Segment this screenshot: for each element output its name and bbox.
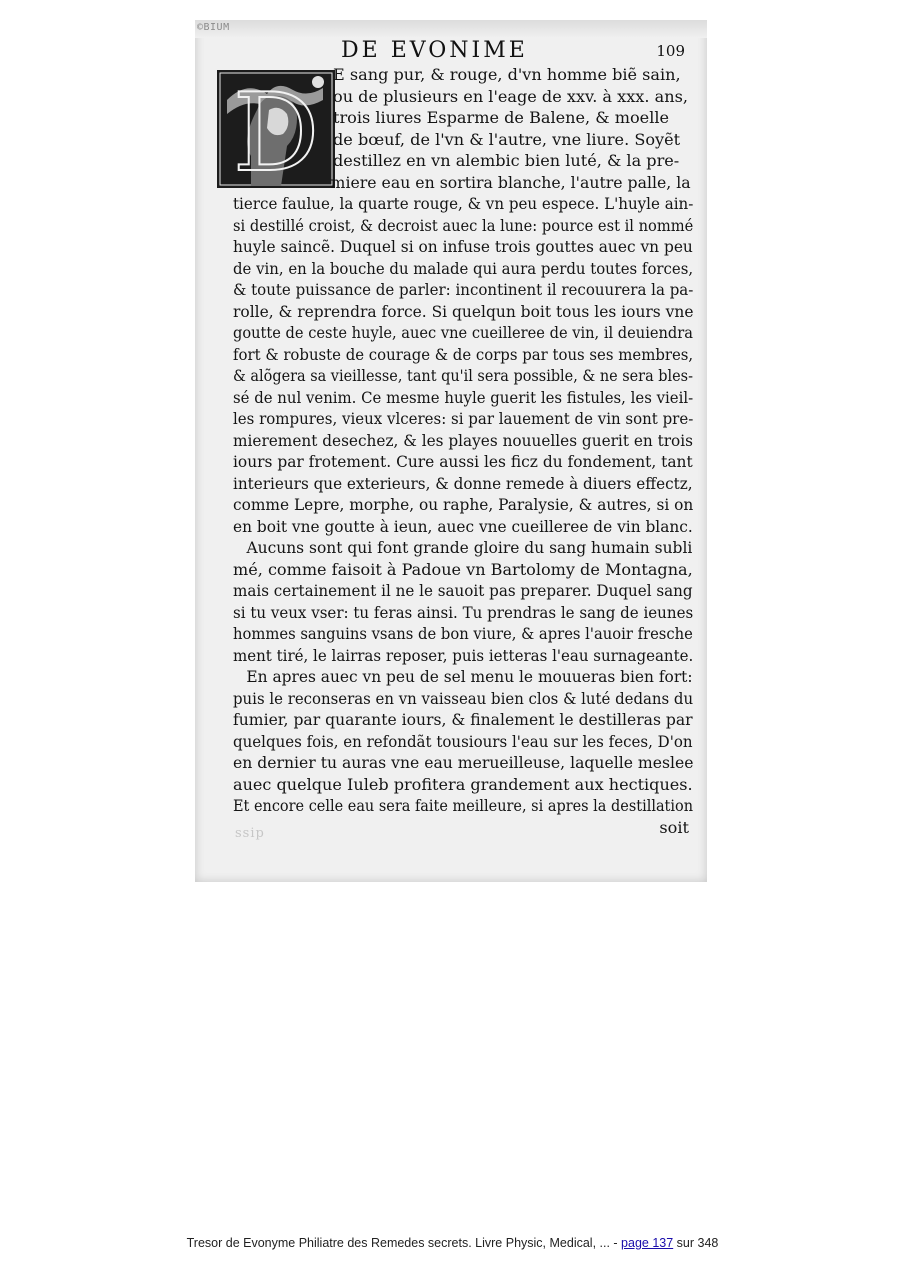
text-line: hommes sanguins vsans de bon viure, & apres l'auoir fresche bbox=[233, 624, 693, 643]
text-line: Aucuns sont qui font grande gloire du sang humain subli bbox=[246, 538, 693, 557]
text-line: interieurs que exterieurs, & donne remede à diuers effectz, bbox=[233, 473, 693, 493]
text-line: destillez en vn alembic bien luté, & la pre- bbox=[333, 151, 680, 170]
text-line: ou de plusieurs en l'eage de xxv. à xxx. ans, bbox=[333, 86, 688, 106]
footer-title: Tresor de Evonyme Philiatre des Remedes secrets. Livre Physic, Medical, ... - bbox=[186, 1236, 622, 1250]
text-line: & alõgera sa vieillesse, tant qu'il sera possible, & ne sera bles- bbox=[233, 366, 693, 385]
text-line: rolle, & reprendra force. Si quelqun boit tous les iours vne bbox=[233, 301, 694, 321]
watermark: ©BIUM bbox=[197, 22, 230, 33]
text-line: si tu veux vser: tu feras ainsi. Tu prendras le sang de ieunes bbox=[233, 602, 694, 622]
text-line: mierement desechez, & les playes nouuelles guerit en trois bbox=[233, 430, 694, 450]
bleed-through-text: ssip bbox=[235, 826, 265, 841]
text-line: mais certainement il ne le sauoit pas preparer. Duquel sang bbox=[233, 581, 693, 600]
running-title: DE EVONIME bbox=[341, 38, 528, 63]
text-line: goutte de ceste huyle, auec vne cueilleree de vin, il deuiendra bbox=[233, 323, 693, 342]
text-line: quelques fois, en refondãt tousiours l'eau sur les feces, D'on bbox=[233, 731, 693, 751]
text-line: Et encore celle eau sera faite meilleure, si apres la destillation bbox=[233, 796, 694, 815]
text-line: miere eau en sortira blanche, l'autre palle, la bbox=[330, 172, 691, 192]
text-line: & toute puissance de parler: incontinent il recouurera la pa- bbox=[233, 280, 694, 299]
text-line: auec quelque Iuleb profitera grandement aux hectiques. bbox=[233, 774, 693, 794]
initial-letter-glyph: D bbox=[232, 71, 320, 188]
text-line: iours par frotement. Cure aussi les ficz du fondement, tant bbox=[233, 452, 693, 471]
text-line: En apres auec vn peu de sel menu le mouueras bien fort: bbox=[246, 667, 693, 686]
page-body-text bbox=[233, 64, 693, 838]
text-line: sé de nul venim. Ce mesme huyle guerit les fistules, les vieil- bbox=[233, 387, 694, 407]
text-line: E sang pur, & rouge, d'vn homme biẽ sain, bbox=[333, 65, 681, 84]
text-line: de bœuf, de l'vn & l'autre, vne liure. Soyẽt bbox=[333, 129, 681, 149]
footer-page-count: sur 348 bbox=[673, 1236, 719, 1250]
text-line: ment tiré, le lairras reposer, puis ietteras l'eau surnageante. bbox=[233, 645, 694, 665]
text-line: huyle saincẽ. Duquel si on infuse trois gouttes auec vn peu bbox=[233, 237, 693, 256]
text-line: si destillé croist, & decroist auec la lune: pource est il nommé bbox=[233, 215, 694, 235]
page-link[interactable]: page 137 bbox=[621, 1236, 674, 1250]
scanned-page bbox=[195, 20, 707, 882]
text-line: tierce faulue, la quarte rouge, & vn peu espece. L'huyle ain- bbox=[233, 194, 694, 213]
scan-top-shadow bbox=[195, 20, 707, 38]
text-line: fumier, par quarante iours, & finalement le destilleras par bbox=[233, 710, 693, 729]
page-footer bbox=[0, 1236, 905, 1250]
text-line: fort & robuste de courage & de corps par tous ses membres, bbox=[233, 344, 694, 364]
text-line: comme Lepre, morphe, ou raphe, Paralysie, & autres, si on bbox=[233, 495, 694, 514]
text-line: en boit vne goutte à ieun, auec vne cueilleree de vin blanc. bbox=[233, 516, 693, 536]
text-line: de vin, en la bouche du malade qui aura perdu toutes forces, bbox=[233, 258, 694, 278]
text-line: les rompures, vieux vlceres: si par lauement de vin sont pre- bbox=[233, 409, 694, 428]
folio-number: 109 bbox=[656, 42, 685, 60]
text-line: trois liures Esparme de Balene, & moelle bbox=[333, 108, 670, 127]
text-line: en dernier tu auras vne eau merueilleuse, laquelle meslee bbox=[233, 753, 694, 772]
text-line: mé, comme faisoit à Padoue vn Bartolomy de Montagna, bbox=[233, 559, 693, 579]
text-line: puis le reconseras en vn vaisseau bien clos & luté dedans du bbox=[233, 688, 694, 708]
catchword: soit bbox=[659, 817, 689, 837]
